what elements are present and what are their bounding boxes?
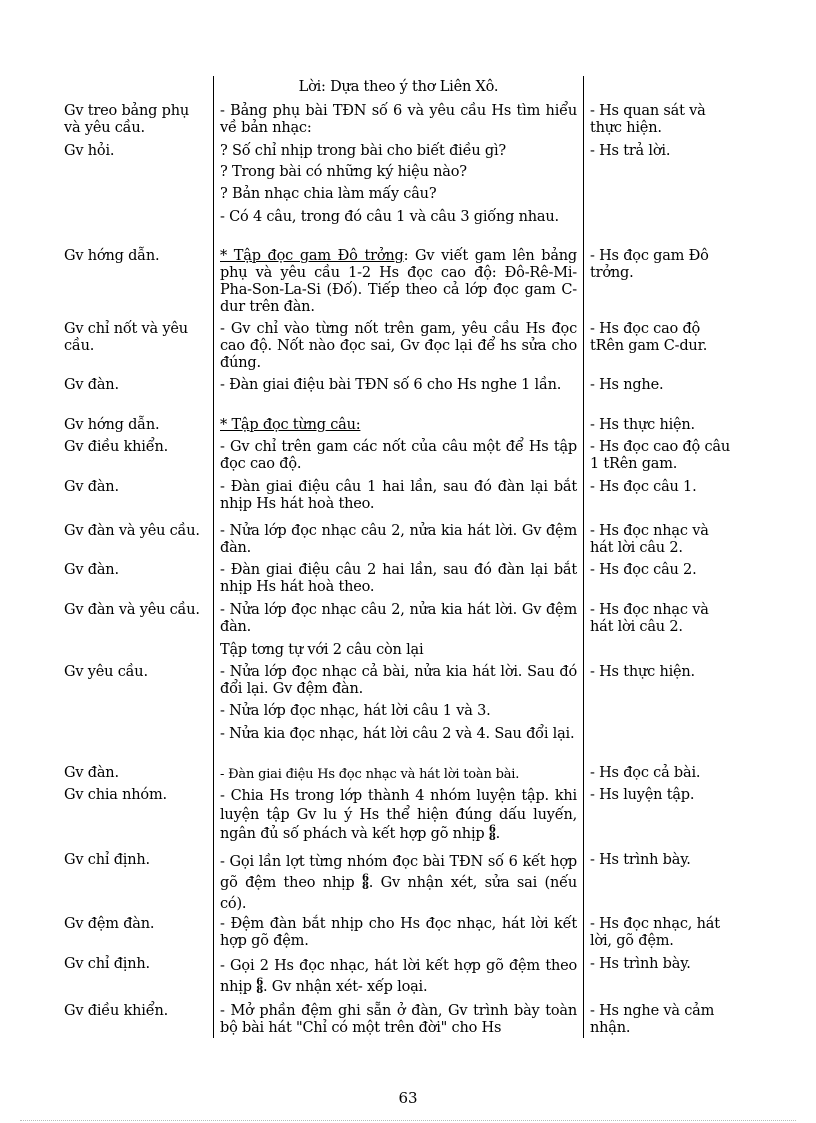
teacher-activity: Gv đàn.: [64, 765, 119, 781]
student-activity: - Hs đọc nhạc và hát lời câu 2.: [590, 523, 709, 556]
teacher-activity: Gv điều khiển.: [64, 439, 169, 455]
lyric-note: Lời: Dựa theo ý thơ Liên Xô.: [298, 79, 499, 95]
teacher-activity: Gv đàn.: [64, 377, 119, 393]
teacher-activity: Gv đàn và yêu cầu.: [64, 602, 200, 618]
lesson-content: [220, 956, 577, 998]
time-signature-top: 6: [488, 824, 496, 835]
time-signature: [362, 875, 369, 891]
time-signature: [256, 979, 263, 995]
student-activity: - Hs đọc câu 1.: [590, 479, 697, 495]
lesson-content: - Nửa kia đọc nhạc, hát lời câu 2 và 4. Sau đổi lại.: [220, 726, 575, 742]
lesson-text: - Gọi 2 Hs đọc nhạc, hát lời kết hợp gõ đệm theo nhịp: [220, 958, 577, 995]
page-number: 63: [398, 1089, 418, 1107]
lesson-content: - Đàn giai điệu bài TĐN số 6 cho Hs nghe 1 lần.: [220, 377, 562, 393]
lesson-text: . Gv nhận xét, sửa sai (nếu có).: [220, 875, 577, 912]
teacher-activity: Gv hớng dẫn.: [64, 417, 160, 433]
teacher-activity: Gv hỏi.: [64, 143, 115, 159]
student-activity: - Hs đọc cao độ tRên gam C-dur.: [590, 321, 708, 354]
lesson-content: - Chia Hs trong lớp thành 4 nhóm luyện tập. khi luyện tập Gv lu ý Hs thể hiện đúng dấu luyến, ngân đủ số phách và kết hợp gõ nhịp 6 8 .: [220, 788, 577, 843]
time-signature-top: 6: [256, 977, 263, 988]
lesson-text: - Chia Hs trong lớp thành 4 nhóm luyện tập. khi luyện tập Gv lu ý Hs thể hiện đúng dấu luyến, ngân đủ số phách và kết hợp gõ nhịp: [220, 788, 577, 842]
lesson-content: - Đàn giai điệu câu 2 hai lần, sau đó đàn lại bắt nhịp Hs hát hoà theo.: [220, 562, 577, 595]
student-activity: - Hs nghe.: [590, 377, 664, 393]
time-signature: [489, 826, 496, 842]
lesson-content: Tập tơng tự với 2 câu còn lại: [220, 642, 424, 658]
lesson-content: - Nửa lớp đọc nhạc câu 2, nửa kia hát lời. Gv đệm đàn.: [220, 602, 577, 635]
student-activity: - Hs đọc câu 2.: [590, 562, 697, 578]
column-divider-1: [213, 76, 214, 1038]
column-divider-2: [583, 76, 584, 1038]
time-signature-bottom: 8: [256, 985, 263, 996]
footer-divider: [20, 1120, 796, 1121]
lesson-text: . Gv nhận xét- xếp loại.: [262, 979, 428, 995]
teacher-activity: Gv đàn và yêu cầu.: [64, 523, 200, 539]
lesson-content: - Bảng phụ bài TĐN số 6 và yêu cầu Hs tìm hiểu về bản nhạc:: [220, 103, 577, 136]
lesson-content: ? Trong bài có những ký hiệu nào?: [220, 164, 467, 180]
teacher-activity: Gv chỉ định.: [64, 956, 150, 972]
student-activity: - Hs thực hiện.: [590, 417, 695, 433]
lesson-content: - Nửa lớp đọc nhạc cả bài, nửa kia hát lời. Sau đó đổi lại. Gv đệm đàn.: [220, 664, 577, 697]
lesson-content: - Nửa lớp đọc nhạc câu 2, nửa kia hát lời. Gv đệm đàn.: [220, 523, 577, 556]
lesson-content: - Gv chỉ vào từng nốt trên gam, yêu cầu Hs đọc cao độ. Nốt nào đọc sai, Gv đọc lại để hs sửa cho đúng.: [220, 321, 577, 371]
student-activity: - Hs trình bày.: [590, 852, 691, 868]
section-heading: * Tập đọc gam Đô trởng: [220, 248, 404, 264]
teacher-activity: Gv chỉ định.: [64, 852, 150, 868]
time-signature-bottom: 8: [361, 881, 369, 892]
student-activity: - Hs đọc cao độ câu 1 tRên gam.: [590, 439, 730, 472]
lesson-content: ? Số chỉ nhịp trong bài cho biết điều gì?: [220, 143, 506, 159]
lesson-content: - Gv chỉ trên gam các nốt của câu một để Hs tập đọc cao độ.: [220, 439, 577, 472]
teacher-activity: Gv yêu cầu.: [64, 664, 148, 680]
time-signature-top: 6: [361, 873, 369, 884]
lesson-text: - Gọi lần lợt từng nhóm đọc bài TĐN số 6 kết hợp gõ đệm theo nhịp: [220, 854, 577, 891]
student-activity: - Hs đọc gam Đô trởng.: [590, 248, 709, 281]
lesson-content: - Đệm đàn bắt nhịp cho Hs đọc nhạc, hát lời kết hợp gõ đệm.: [220, 916, 577, 949]
lesson-content: [220, 248, 577, 316]
student-activity: - Hs đọc nhạc, hát lời, gõ đệm.: [590, 916, 720, 949]
lesson-content: ? Bản nhạc chia làm mấy câu?: [220, 186, 437, 202]
student-activity: - Hs đọc nhạc và hát lời câu 2.: [590, 602, 709, 635]
student-activity: - Hs luyện tập.: [590, 787, 695, 803]
lesson-text: : Gv viết gam lên bảng phụ và yêu cầu 1-2 Hs đọc cao độ: Đô-Rê-Mi- Pha-Son-La-Si (Đố). Tiếp theo cả lớp đọc gam C-dur trên đàn.: [220, 248, 577, 315]
lesson-content: - Đàn giai điệu câu 1 hai lần, sau đó đàn lại bắt nhịp Hs hát hoà theo.: [220, 479, 577, 512]
teacher-activity: Gv chia nhóm.: [64, 787, 167, 803]
teacher-activity: Gv đệm đàn.: [64, 916, 155, 932]
lesson-content: - Nửa lớp đọc nhạc, hát lời câu 1 và 3.: [220, 703, 491, 719]
teacher-activity: Gv đàn.: [64, 479, 119, 495]
teacher-activity: Gv đàn.: [64, 562, 119, 578]
student-activity: - Hs trả lời.: [590, 143, 671, 159]
section-heading: * Tập đọc từng câu:: [220, 417, 361, 433]
lesson-content: - Có 4 câu, trong đó câu 1 và câu 3 giống nhau.: [220, 209, 559, 225]
student-activity: - Hs thực hiện.: [590, 664, 695, 680]
lesson-content: [220, 852, 577, 915]
student-activity: - Hs đọc cả bài.: [590, 765, 701, 781]
teacher-activity: Gv hớng dẫn.: [64, 248, 160, 264]
lesson-content: - Đàn giai điệu Hs đọc nhạc và hát lời toàn bài.: [220, 767, 520, 782]
student-activity: - Hs nghe và cảm nhận.: [590, 1003, 715, 1036]
teacher-activity: Gv điều khiển.: [64, 1003, 169, 1019]
lesson-content: - Mở phần đệm ghi sẵn ở đàn, Gv trình bày toàn bộ bài hát "Chỉ có một trên đời" cho Hs: [220, 1003, 577, 1036]
teacher-activity: Gv treo bảng phụ và yêu cầu.: [64, 103, 189, 136]
lesson-content: [220, 417, 577, 434]
student-activity: - Hs trình bày.: [590, 956, 691, 972]
time-signature-bottom: 8: [488, 832, 496, 843]
student-activity: - Hs quan sát và thực hiện.: [590, 103, 706, 136]
teacher-activity: Gv chỉ nốt và yêu cầu.: [64, 321, 188, 354]
